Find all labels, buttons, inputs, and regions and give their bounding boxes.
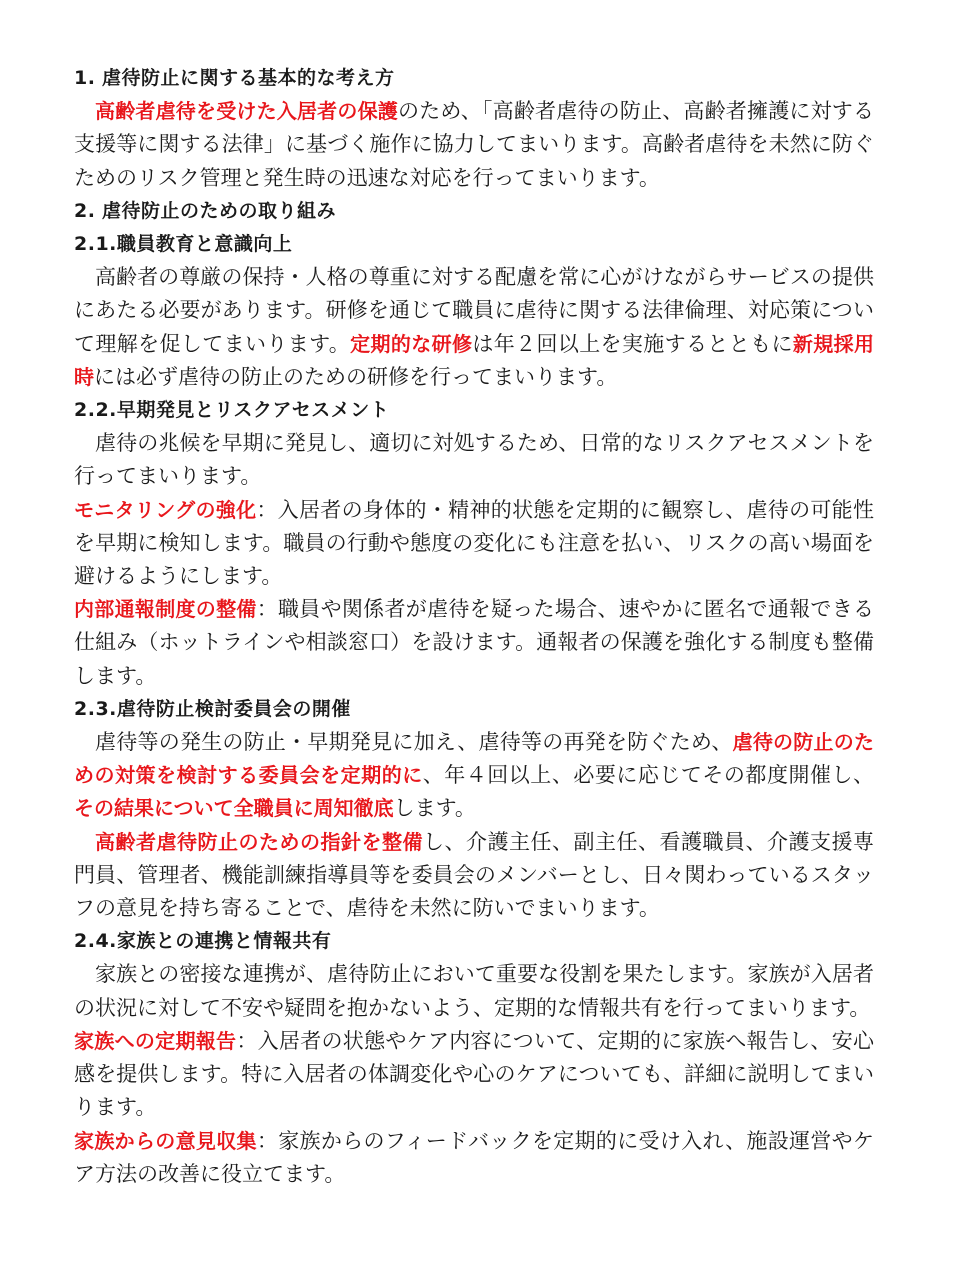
- section-1-heading: [74, 62, 874, 95]
- section-2-heading: [74, 195, 874, 228]
- body-text: のため、「高齢者虐待の防止、高齢者擁護に対する支援等に関する法律」に基づく施作に協力してまいります。高齢者虐待を未然に防ぐためのリスク管理と発生時の迅速な対応を行ってまいります。: [74, 99, 874, 190]
- section-2-3-body: [74, 726, 874, 826]
- body-text: 、年４回以上、必要に応じてその都度開催し、: [422, 763, 875, 788]
- section-2-number: 2.: [74, 199, 96, 222]
- section-1-number: 1.: [74, 67, 96, 89]
- body-text: 虐待等の発生の防止・早期発見に加え、虐待等の再発を防ぐため、: [95, 730, 733, 755]
- highlight-text: 虐待の防止のための対策を検討する委員会を定期的に: [74, 730, 875, 788]
- body-text: は年２回以上を実施するとともに: [472, 331, 793, 356]
- section-1-title: 虐待防止に関する基本的な考え方: [102, 67, 395, 89]
- policy-document: [74, 62, 874, 1191]
- highlight-text: 高齢者虐待防止のための指針を整備: [95, 829, 423, 854]
- section-2-2-intro: 虐待の兆候を早期に発見し、適切に対処するため、日常的なリスクアセスメントを行ってまいります。: [74, 431, 874, 489]
- section-2-1-heading: 2.1.職員教育と意識向上: [74, 233, 293, 256]
- highlight-text: 高齢者虐待を受けた入居者の保護: [95, 99, 398, 124]
- highlight-text: その結果について全職員に周知徹底: [74, 796, 394, 821]
- section-2-1-body: [74, 261, 874, 394]
- section-2-4-heading: 2.4.家族との連携と情報共有: [74, 930, 332, 953]
- section-1-body: [74, 95, 874, 195]
- body-text: ：入居者の状態やケア内容について、定期的に家族へ報告し、安心感を提供します。特に入居者の体調変化や心のケアについても、詳細に説明してまいります。: [74, 1028, 874, 1120]
- family-report-item: [74, 1025, 874, 1125]
- body-text: ：家族からのフィードバックを定期的に受け入れ、施設運営やケア方法の改善に役立てます。: [74, 1128, 874, 1186]
- body-text: します。: [393, 796, 476, 821]
- body-text: し、介護主任、副主任、看護職員、介護支援専門員、管理者、機能訓練指導員等を委員会のメンバーとし、日々関わっているスタッフの意見を持ち寄ることで、虐待を未然に防いでまいります。: [74, 829, 874, 921]
- section-2-3-heading: 2.3.虐待防止検討委員会の開催: [74, 697, 351, 720]
- body-text: ：職員や関係者が虐待を疑った場合、速やかに匿名で通報できる仕組み（ホットラインや相談窓口）を設けます。通報者の保護を強化する制度も整備します。: [74, 597, 875, 688]
- highlight-text: 家族からの意見収集: [74, 1128, 257, 1153]
- whistleblow-item: [74, 593, 874, 693]
- highlight-text: モニタリングの強化: [74, 497, 257, 522]
- highlight-text: 内部通報制度の整備: [74, 597, 257, 622]
- body-text: 高齢者の尊厳の保持・人格の尊重に対する配慮を常に心がけながらサービスの提供にあたる必要があります。研修を通じて職員に虐待に関する法律倫理、対応策について理解を促してまいります。: [74, 265, 874, 356]
- family-feedback-item: [74, 1125, 874, 1191]
- highlight-text: 家族への定期報告: [74, 1028, 237, 1053]
- highlight-text: 新規採用時: [74, 331, 874, 389]
- section-2-4-intro: 家族との密接な連携が、虐待防止において重要な役割を果たします。家族が入居者の状況に対して不安や疑問を抱かないよう、定期的な情報共有を行ってまいります。: [74, 962, 874, 1020]
- highlight-text: 定期的な研修: [350, 331, 473, 356]
- section-2-title: 虐待防止のための取り組み: [102, 199, 337, 222]
- section-2-2-heading: 2.2.早期発見とリスクアセスメント: [74, 399, 390, 422]
- body-text: には必ず虐待の防止のための研修を行ってまいります。: [94, 364, 618, 389]
- monitoring-item: [74, 494, 874, 594]
- body-text: ：入居者の身体的・精神的状態を定期的に観察し、虐待の可能性を早期に検知します。職員の行動や態度の変化にも注意を払い、リスクの高い場面を避けるようにします。: [74, 497, 874, 589]
- section-2-3-guideline: [74, 826, 874, 926]
